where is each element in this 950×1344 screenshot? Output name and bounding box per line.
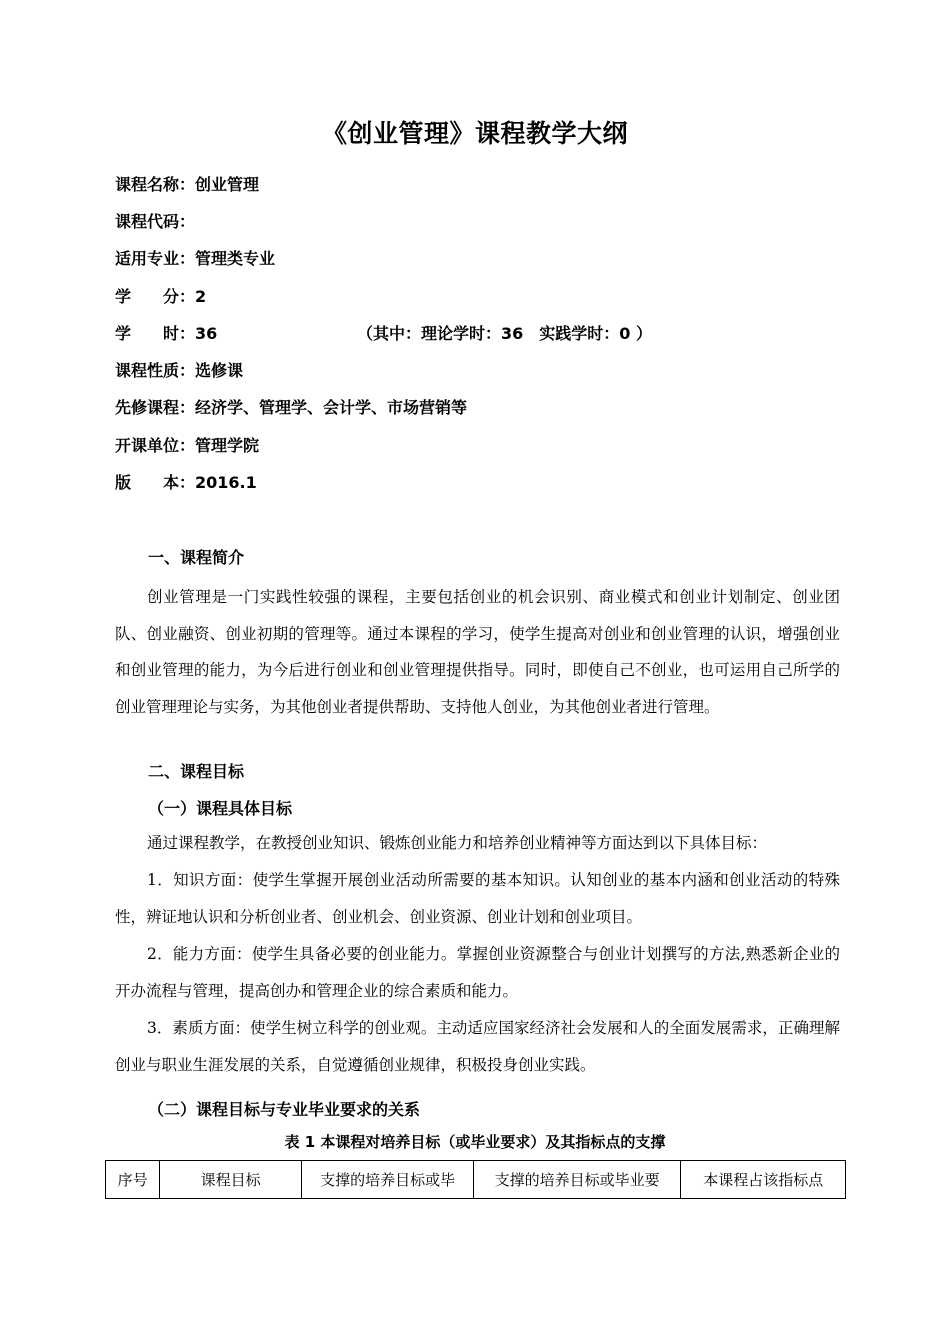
- table-caption: 表 1 本课程对培养目标（或毕业要求）及其指标点的支撑: [284, 1133, 666, 1151]
- hours-detail: （其中：理论学时：36 实践学时：0 ）: [357, 324, 652, 343]
- table-header-cell: 本课程占该指标点: [681, 1161, 846, 1199]
- section-1-paragraph: 创业管理是一门实践性较强的课程，主要包括创业的机会识别、商业模式和创业计划制定、创业团队、创业融资、创业初期的管理等。通过本课程的学习，使学生提高对创业和创业管理的认识，增强创业和创业管理的能力，为今后进行创业和创业管理提供指导。同时，即使自己不创业，也可运用自己所学的创业管理理论与实务，为其他创业者提供帮助、支持他人创业，为其他创业者进行管理。: [115, 588, 840, 716]
- version-value: 2016.1: [195, 473, 257, 492]
- section-2-subheading-2: （二）课程目标与专业毕业要求的关系: [148, 1100, 421, 1119]
- version-label: 版 本：: [115, 473, 196, 492]
- table-header-cell: 序号: [106, 1161, 160, 1199]
- department: 开课单位：管理学院: [115, 436, 260, 455]
- table-header-cell: 支撑的培养目标或毕业要: [473, 1161, 680, 1199]
- support-table: [105, 1160, 846, 1199]
- credits-label: 学 分：: [115, 287, 196, 306]
- credits-value: 2: [195, 287, 207, 306]
- section-2-heading: 二、课程目标: [148, 762, 245, 781]
- table-header-cell: 课程目标: [160, 1161, 302, 1199]
- page-title: 《创业管理》课程教学大纲: [321, 119, 628, 148]
- objective-quality: 3．素质方面：使学生树立科学的创业观。主动适应国家经济社会发展和人的全面发展需求，正确理解创业与职业生涯发展的关系，自觉遵循创业规律，积极投身创业实践。: [115, 1019, 840, 1074]
- hours-value: 36: [195, 324, 218, 343]
- applicable-major: 适用专业：管理类专业: [115, 249, 276, 268]
- course-name: 课程名称：创业管理: [115, 175, 260, 194]
- objective-ability: 2．能力方面：使学生具备必要的创业能力。掌握创业资源整合与创业计划撰写的方法,熟悉新企业的开办流程与管理，提高创办和管理企业的综合素质和能力。: [115, 945, 840, 1000]
- section-2-intro: 通过课程教学，在教授创业知识、锻炼创业能力和培养创业精神等方面达到以下具体目标：: [147, 834, 768, 852]
- objective-knowledge: 1．知识方面：使学生掌握开展创业活动所需要的基本知识。认知创业的基本内涵和创业活动的特殊性，辨证地认识和分析创业者、创业机会、创业资源、创业计划和创业项目。: [115, 871, 840, 926]
- hours-label: 学 时：: [115, 324, 196, 343]
- course-code: 课程代码：: [115, 212, 196, 231]
- course-nature: 课程性质：选修课: [115, 361, 244, 380]
- hours: [115, 321, 217, 344]
- version: [115, 470, 257, 493]
- prerequisites: 先修课程：经济学、管理学、会计学、市场营销等: [115, 398, 468, 417]
- section-1-heading: 一、课程简介: [148, 548, 245, 567]
- credits: [115, 284, 206, 307]
- section-2-subheading-1: （一）课程具体目标: [148, 799, 293, 818]
- table-header-row: [106, 1161, 846, 1199]
- table-header-cell: 支撑的培养目标或毕: [302, 1161, 474, 1199]
